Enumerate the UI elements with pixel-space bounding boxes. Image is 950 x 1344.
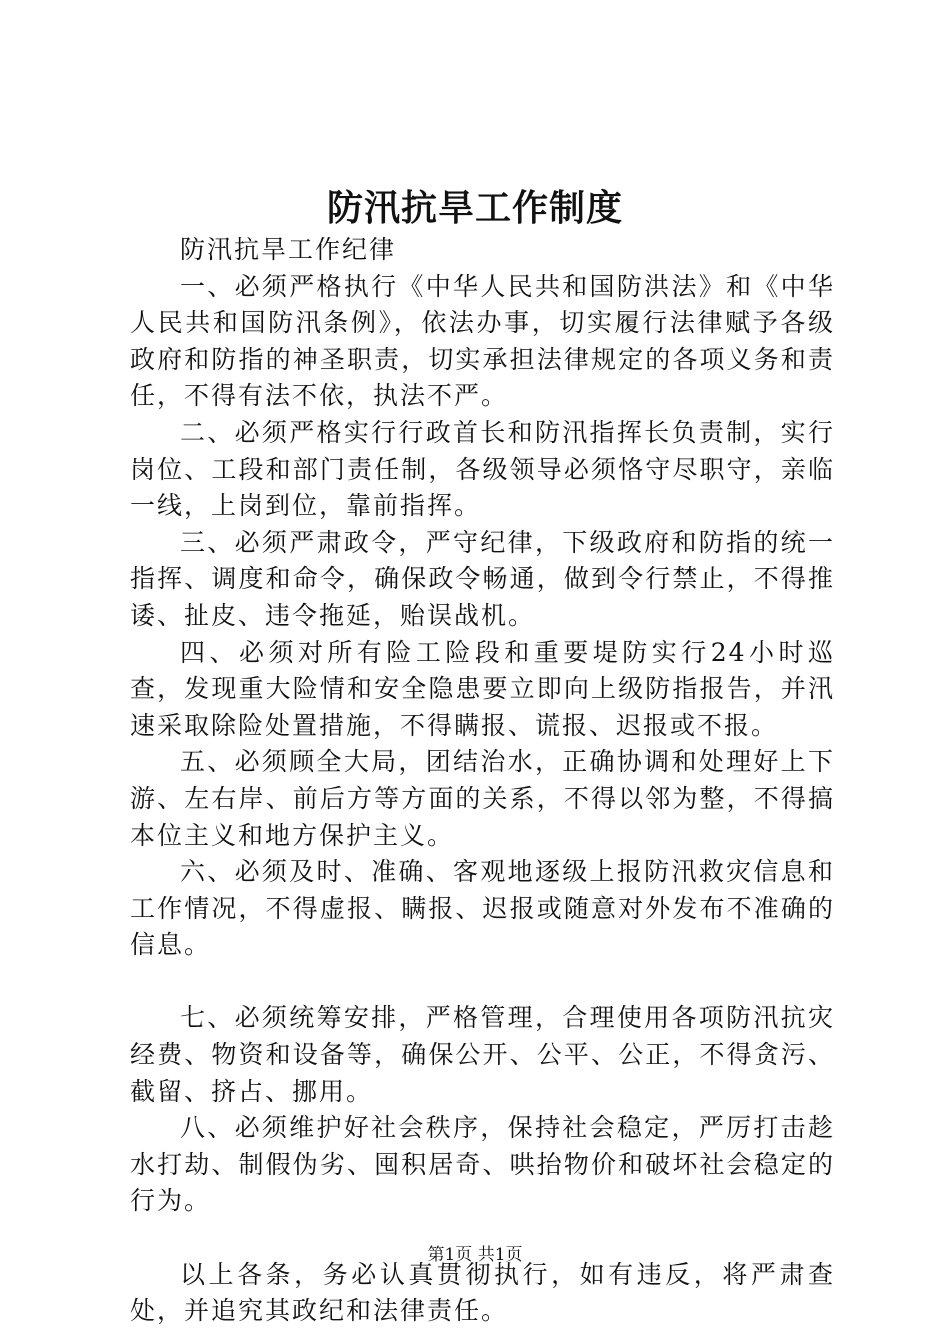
- page-title: 防汛抗旱工作制度: [326, 187, 623, 229]
- paragraph-1: 一、必须严格执行《中华人民共和国防洪法》和《中华人民共和国防汛条例》，依法办事，切实履行法律赋予各级政府和防指的神圣职责，切实承担法律规定的各项义务和责任，不得有法不依，执法不严。: [130, 271, 835, 411]
- paragraph-6: 六、必须及时、准确、客观地逐级上报防汛救灾信息和工作情况，不得虚报、瞒报、迟报或随意对外发布不准确的信息。: [130, 857, 835, 960]
- paragraph-3: 三、必须严肃政令，严守纪律，下级政府和防指的统一指挥、调度和命令，确保政令畅通，做到令行禁止，不得推诿、扯皮、违令拖延，贻误战机。: [130, 527, 835, 630]
- document-body: [130, 232, 835, 1330]
- paragraph-7: 七、必须统筹安排，严格管理，合理使用各项防汛抗灾经费、物资和设备等，确保公开、公平、公正，不得贪污、截留、挤占、挪用。: [130, 1003, 835, 1106]
- paragraph-2: 二、必须严格实行行政首长和防汛指挥长负责制，实行岗位、工段和部门责任制，各级领导必须恪守尽职守，亲临一线，上岗到位，靠前指挥。: [130, 417, 835, 521]
- paragraph-4: 四、必须对所有险工险段和重要堤防实行24小时巡查，发现重大险情和安全隐患要立即向上级防指报告，并汛速采取除险处置措施，不得瞒报、谎报、迟报或不报。: [130, 637, 835, 740]
- paragraph-5: 五、必须顾全大局，团结治水，正确协调和处理好上下游、左右岸、前后方等方面的关系，不得以邻为整，不得搞本位主义和地方保护主义。: [130, 747, 835, 850]
- paragraph-8: 八、必须维护好社会秩序，保持社会稳定，严厉打击趁水打劫、制假伪劣、囤积居奇、哄抬物价和破坏社会稳定的行为。: [130, 1113, 835, 1216]
- closing-paragraph: 以上各条，务必认真贯彻执行，如有违反，将严肃查处，并追究其政纪和法律责任。: [130, 1259, 835, 1326]
- page-number-footer: 第1页 共1页: [427, 1245, 523, 1265]
- section-subtitle: 防汛抗旱工作纪律: [180, 235, 397, 264]
